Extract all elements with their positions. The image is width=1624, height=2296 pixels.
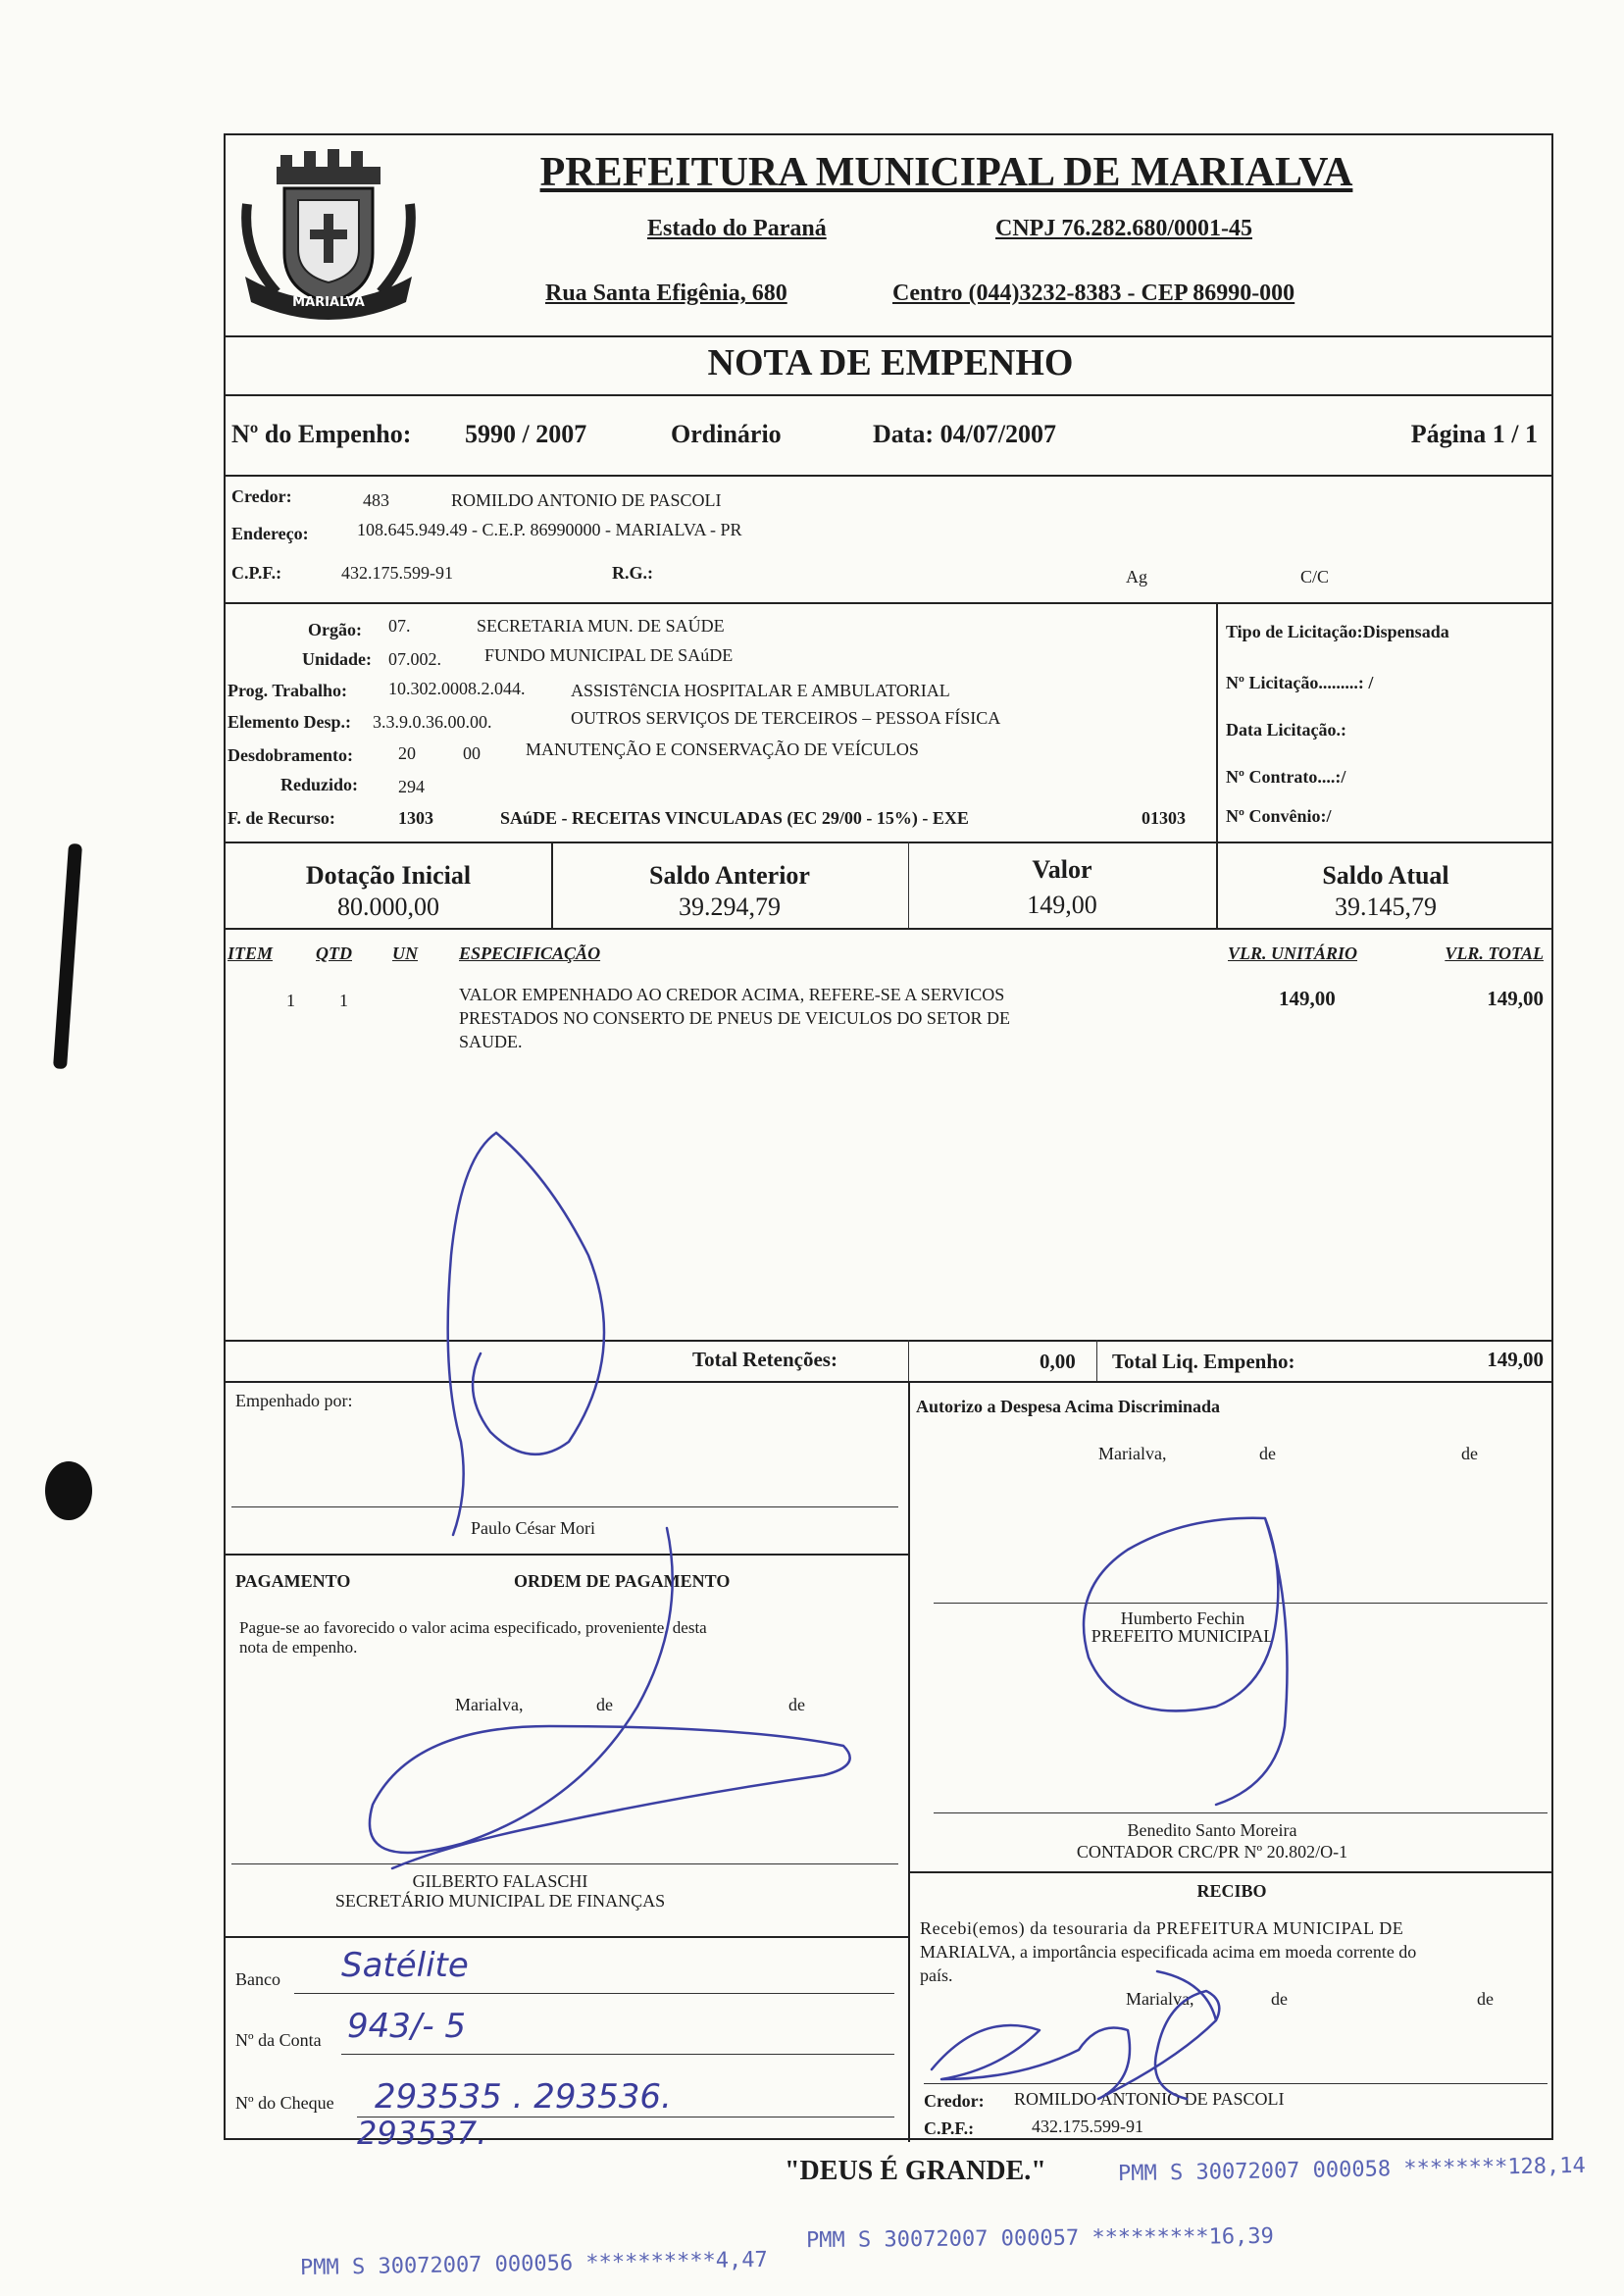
- signature-line: [934, 1603, 1548, 1604]
- tipo-licitacao: Tipo de Licitação:Dispensada: [1226, 622, 1449, 641]
- autorizo-month-de: de: [1461, 1444, 1478, 1463]
- unidade-label: Unidade:: [302, 649, 373, 669]
- cheque-label: Nº do Cheque: [235, 2093, 334, 2113]
- unidade-code: 07.002.: [388, 649, 441, 669]
- rg-label: R.G.:: [612, 563, 653, 583]
- pagamento-month-de: de: [788, 1695, 805, 1714]
- table-row-especificacao-line3: SAUDE.: [459, 1032, 523, 1051]
- elemento-label: Elemento Desp.:: [228, 712, 351, 732]
- divider: [1096, 1340, 1097, 1381]
- saldo-anterior-label: Saldo Anterior: [649, 861, 810, 890]
- numero-licitacao: Nº Licitação.........: /: [1226, 673, 1374, 692]
- elemento-code: 3.3.9.0.36.00.00.: [373, 712, 492, 732]
- recibo-text-line2: MARIALVA, a importância especificada acima em moeda corrente do: [920, 1942, 1417, 1962]
- bank-stamp-2: PMM S 30072007 000056 **********4,47: [299, 2247, 769, 2281]
- credor-code: 483: [363, 490, 389, 510]
- signature-line: [924, 2083, 1548, 2084]
- conta-label: Nº da Conta: [235, 2030, 322, 2050]
- contador-title: CONTADOR CRC/PR Nº 20.802/O-1: [1076, 1842, 1348, 1862]
- pagamento-text-line2: nota de empenho.: [239, 1638, 358, 1657]
- divider: [226, 1381, 1551, 1383]
- numero-contrato: Nº Contrato....:/: [1226, 767, 1346, 787]
- empenho-type: Ordinário: [671, 420, 782, 448]
- signature-line: [231, 1863, 898, 1864]
- banco-line: [294, 1993, 894, 1994]
- divider: [226, 602, 1551, 604]
- dotacao-inicial-label: Dotação Inicial: [305, 861, 472, 890]
- desdobramento-code-b: 00: [463, 743, 481, 763]
- cpf-label: C.P.F.:: [231, 563, 282, 583]
- coat-of-arms-logo: [237, 145, 420, 322]
- ordem-pagamento-label: ORDEM DE PAGAMENTO: [514, 1571, 731, 1591]
- header-address: Rua Santa Efigênia, 680: [545, 281, 787, 306]
- desdobramento-label: Desdobramento:: [228, 745, 353, 765]
- contador-name: Benedito Santo Moreira: [1127, 1820, 1297, 1840]
- qtd-header: QTD: [316, 944, 352, 963]
- banco-label: Banco: [235, 1969, 280, 1989]
- fonte-recurso-code: 1303: [398, 808, 433, 828]
- valor-unitario-header: VLR. UNITÁRIO: [1228, 944, 1358, 963]
- divider: [226, 335, 1551, 337]
- reduzido-value: 294: [398, 777, 425, 796]
- orgao-label: Orgão:: [308, 620, 362, 639]
- numero-convenio: Nº Convênio:/: [1226, 806, 1332, 826]
- unidade-name: FUNDO MUNICIPAL DE SAúDE: [484, 645, 734, 665]
- header-cnpj: CNPJ 76.282.680/0001-45: [995, 216, 1252, 241]
- signature-line: [231, 1506, 898, 1507]
- svg-text:MARIALVA: MARIALVA: [292, 295, 365, 310]
- item-header: ITEM: [228, 944, 274, 963]
- credor-cpf: 432.175.599-91: [341, 563, 453, 583]
- elemento-name: OUTROS SERVIÇOS DE TERCEIROS – PESSOA FÍSICA: [571, 708, 1001, 728]
- table-row-especificacao-line1: VALOR EMPENHADO AO CREDOR ACIMA, REFERE-SE A SERVICOS: [459, 985, 1005, 1004]
- divider: [1216, 602, 1218, 842]
- divider: [226, 842, 1551, 843]
- empenhado-por-label: Empenhado por:: [235, 1391, 353, 1410]
- prog-code: 10.302.0008.2.044.: [388, 679, 526, 698]
- pagamento-text-line1: Pague-se ao favorecido o valor acima especificado, proveniente, desta: [239, 1618, 707, 1637]
- conta-line: [341, 2054, 894, 2055]
- divider: [226, 1936, 908, 1938]
- prog-name: ASSISTêNCIA HOSPITALAR E AMBULATORIAL: [571, 681, 950, 700]
- pagamento-label: PAGAMENTO: [235, 1571, 351, 1591]
- especificacao-header: ESPECIFICAÇÃO: [459, 944, 601, 963]
- data-licitacao: Data Licitação.:: [1226, 720, 1346, 740]
- prefeito-title: PREFEITO MUNICIPAL: [1091, 1626, 1275, 1646]
- recibo-day-de: de: [1271, 1989, 1288, 2009]
- credor-name: ROMILDO ANTONIO DE PASCOLI: [451, 490, 722, 510]
- divider: [226, 1554, 908, 1556]
- secretario-title: SECRETÁRIO MUNICIPAL DE FINANÇAS: [334, 1891, 666, 1911]
- table-row-valor-total: 149,00: [1487, 987, 1544, 1010]
- total-liquido-label: Total Liq. Empenho:: [1112, 1350, 1295, 1373]
- address-label: Endereço:: [231, 524, 309, 543]
- divider: [226, 1340, 1551, 1342]
- recibo-cpf-label: C.P.F.:: [924, 2118, 975, 2138]
- total-retencoes-value: 0,00: [1040, 1350, 1076, 1373]
- banco-value: Satélite: [341, 1946, 469, 1985]
- conta-value: 943/- 5: [347, 2007, 467, 2046]
- orgao-name: SECRETARIA MUN. DE SAÚDE: [477, 616, 725, 636]
- saldo-atual-label: Saldo Atual: [1322, 861, 1449, 890]
- bank-stamp-3: PMM S 30072007 000057 *********16,39: [805, 2223, 1274, 2254]
- divider: [226, 475, 1551, 477]
- signature-line: [934, 1812, 1548, 1813]
- divider: [226, 928, 1551, 930]
- valor-total-header: VLR. TOTAL: [1445, 944, 1544, 963]
- bank-stamp-1: PMM S 30072007 000058 ********128,14: [1117, 2153, 1587, 2187]
- autorizo-city: Marialva,: [1098, 1444, 1167, 1463]
- cheque-value-1: 293535 . 293536.: [375, 2077, 672, 2117]
- table-row-qtd: 1: [339, 991, 348, 1010]
- recibo-text-line3: país.: [920, 1965, 953, 1985]
- prog-label: Prog. Trabalho:: [228, 681, 348, 700]
- table-row-valor-unitario: 149,00: [1279, 987, 1336, 1010]
- reduzido-label: Reduzido:: [280, 775, 359, 794]
- binder-mark: [53, 843, 82, 1069]
- total-liquido-value: 149,00: [1487, 1348, 1544, 1371]
- dotacao-inicial-value: 80.000,00: [337, 893, 439, 921]
- divider: [908, 1871, 1551, 1873]
- empenhado-por-name: Paulo César Mori: [471, 1518, 595, 1538]
- pagamento-city: Marialva,: [455, 1695, 524, 1714]
- un-header: UN: [392, 944, 418, 963]
- pagamento-day-de: de: [596, 1695, 613, 1714]
- recibo-month-de: de: [1477, 1989, 1494, 2009]
- divider: [226, 394, 1551, 396]
- recibo-city: Marialva,: [1126, 1989, 1194, 2009]
- nota-de-empenho-form: [224, 133, 1553, 2152]
- recibo-text-line1: Recebi(emos) da tesouraria da PREFEITURA MUNICIPAL DE: [920, 1918, 1404, 1938]
- ag-label: Ag: [1126, 567, 1147, 587]
- saldo-anterior-value: 39.294,79: [679, 893, 781, 921]
- recibo-credor-name: ROMILDO ANTONIO DE PASCOLI: [1014, 2089, 1285, 2109]
- secretario-name: GILBERTO FALASCHI: [412, 1871, 588, 1891]
- valor-value: 149,00: [1027, 891, 1097, 919]
- empenho-date: Data: 04/07/2007: [873, 420, 1057, 448]
- cc-label: C/C: [1300, 567, 1330, 587]
- header-title: PREFEITURA MUNICIPAL DE MARIALVA: [539, 150, 1353, 195]
- fonte-recurso-number: 01303: [1142, 808, 1186, 828]
- table-row-especificacao-line2: PRESTADOS NO CONSERTO DE PNEUS DE VEICULOS DO SETOR DE: [459, 1008, 1011, 1028]
- divider: [908, 1340, 909, 1381]
- total-retencoes-label: Total Retenções:: [692, 1348, 837, 1371]
- footer-motto: "DEUS É GRANDE.": [785, 2156, 1046, 2186]
- valor-label: Valor: [1032, 855, 1092, 884]
- desdobramento-name: MANUTENÇÃO E CONSERVAÇÃO DE VEÍCULOS: [526, 740, 919, 759]
- fonte-recurso-name: SAúDE - RECEITAS VINCULADAS (EC 29/00 - 15%) - EXE: [500, 808, 969, 828]
- credor-address: 108.645.949.49 - C.E.P. 86990000 - MARIALVA - PR: [357, 520, 742, 539]
- punch-hole: [45, 1461, 92, 1520]
- table-row-item: 1: [286, 991, 295, 1010]
- divider: [908, 1381, 910, 2142]
- empenho-number: 5990 / 2007: [465, 420, 587, 448]
- autorizo-label: Autorizo a Despesa Acima Discriminada: [916, 1397, 1220, 1416]
- header-state: Estado do Paraná: [647, 216, 827, 241]
- desdobramento-code-a: 20: [398, 743, 416, 763]
- empenho-page: Página 1 / 1: [1410, 420, 1538, 448]
- doc-title: NOTA DE EMPENHO: [707, 342, 1074, 383]
- credor-label: Credor:: [231, 486, 292, 506]
- fonte-recurso-label: F. de Recurso:: [228, 808, 335, 828]
- recibo-cpf-value: 432.175.599-91: [1032, 2117, 1143, 2136]
- recibo-label: RECIBO: [1196, 1881, 1267, 1901]
- prefeito-name: Humberto Fechin: [1120, 1608, 1245, 1628]
- cheque-value-2: 293537.: [357, 2115, 487, 2152]
- saldo-atual-value: 39.145,79: [1335, 893, 1437, 921]
- orgao-code: 07.: [388, 616, 411, 636]
- recibo-credor-label: Credor:: [924, 2091, 985, 2111]
- autorizo-day-de: de: [1259, 1444, 1276, 1463]
- header-contact: Centro (044)3232-8383 - CEP 86990-000: [892, 281, 1295, 306]
- empenho-number-label: Nº do Empenho:: [231, 420, 412, 448]
